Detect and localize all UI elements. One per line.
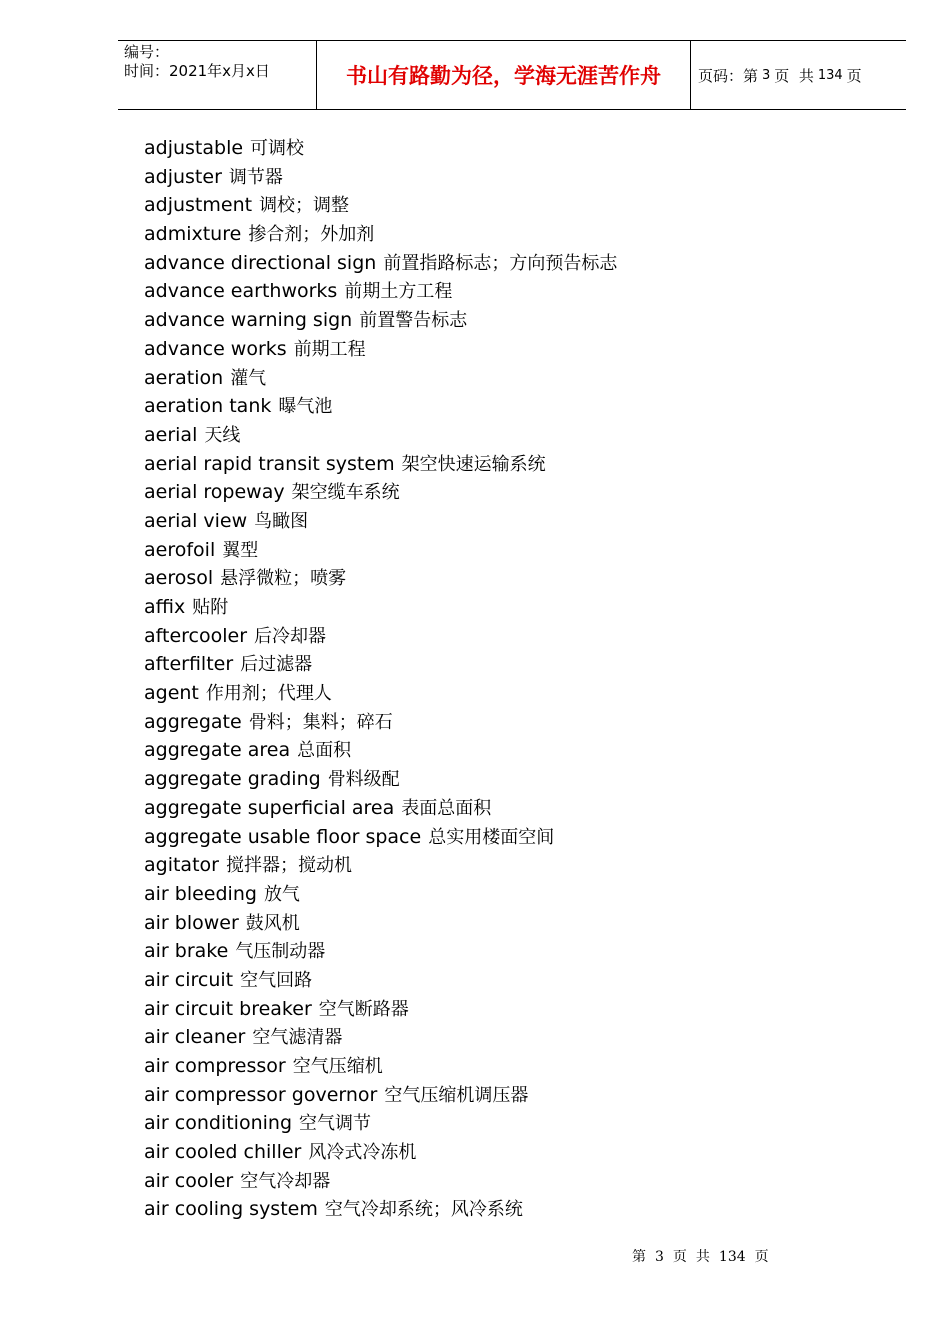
footer-word-gong: 共 bbox=[695, 1249, 710, 1265]
glossary-entry bbox=[144, 507, 904, 536]
page-footer bbox=[632, 1246, 778, 1266]
entry-translation: 曝气池 bbox=[278, 396, 333, 418]
entry-term: air compressor bbox=[144, 1055, 286, 1077]
entry-translation: 鸟瞰图 bbox=[254, 510, 309, 532]
glossary-list bbox=[144, 134, 904, 1224]
entry-term: air conditioning bbox=[144, 1112, 293, 1135]
glossary-entry bbox=[144, 1081, 904, 1110]
entry-term: air compressor governor bbox=[144, 1083, 378, 1106]
entry-translation: 空气压缩机调压器 bbox=[384, 1084, 529, 1106]
page-header bbox=[118, 40, 906, 110]
entry-translation: 空气调节 bbox=[299, 1113, 372, 1135]
entry-term: aerofoil bbox=[144, 538, 216, 561]
footer-page-total: 134 bbox=[718, 1249, 746, 1265]
glossary-entry bbox=[144, 851, 904, 880]
footer-page-number: 3 bbox=[655, 1249, 664, 1265]
entry-translation: 放气 bbox=[263, 883, 300, 905]
entry-translation: 可调校 bbox=[250, 138, 305, 159]
page-total: 134 bbox=[817, 67, 843, 83]
entry-translation: 调节器 bbox=[228, 166, 283, 188]
entry-translation: 空气压缩机 bbox=[292, 1056, 383, 1077]
glossary-entry bbox=[144, 450, 904, 479]
entry-term: afterfilter bbox=[144, 653, 234, 676]
header-meta-cell bbox=[118, 41, 317, 109]
glossary-entry bbox=[144, 163, 904, 192]
entry-term: aerosol bbox=[144, 567, 214, 590]
page-suffix: 页 bbox=[846, 66, 862, 85]
glossary-entry bbox=[144, 249, 904, 278]
entry-translation: 空气冷却系统；风冷系统 bbox=[324, 1199, 523, 1221]
header-motto-cell bbox=[317, 41, 691, 109]
glossary-entry bbox=[144, 478, 904, 507]
glossary-entry bbox=[144, 937, 904, 966]
glossary-entry bbox=[144, 335, 904, 364]
glossary-entry bbox=[144, 306, 904, 335]
entry-translation: 后过滤器 bbox=[240, 654, 313, 676]
entry-translation: 架空缆车系统 bbox=[291, 482, 400, 504]
glossary-entry bbox=[144, 823, 904, 852]
glossary-entry bbox=[144, 794, 904, 823]
entry-term: adjustment bbox=[144, 194, 253, 217]
entry-term: advance directional sign bbox=[144, 251, 377, 274]
entry-term: aerial bbox=[144, 423, 198, 446]
page-number: 3 bbox=[762, 67, 771, 83]
glossary-entry bbox=[144, 765, 904, 794]
glossary-entry bbox=[144, 736, 904, 765]
entry-translation: 前置指路标志；方向预告标志 bbox=[383, 252, 618, 274]
entry-translation: 调校；调整 bbox=[259, 195, 350, 217]
entry-translation: 空气滤清器 bbox=[252, 1027, 343, 1049]
entry-translation: 总实用楼面空间 bbox=[428, 826, 555, 848]
entry-translation: 总面积 bbox=[297, 740, 352, 762]
glossary-entry bbox=[144, 134, 904, 163]
entry-translation: 贴附 bbox=[192, 597, 229, 618]
entry-translation: 空气冷却器 bbox=[240, 1170, 331, 1192]
entry-translation: 鼓风机 bbox=[245, 912, 300, 934]
entry-term: air brake bbox=[144, 940, 229, 963]
entry-term: agitator bbox=[144, 854, 219, 877]
entry-term: aeration tank bbox=[144, 395, 272, 418]
glossary-entry bbox=[144, 421, 904, 450]
motto-text: 书山有路勤为径，学海无涯苦作舟 bbox=[346, 63, 661, 88]
glossary-entry bbox=[144, 564, 904, 593]
entry-term: air circuit breaker bbox=[144, 997, 312, 1020]
entry-term: aggregate area bbox=[144, 739, 291, 762]
glossary-entry bbox=[144, 277, 904, 306]
entry-term: agent bbox=[144, 682, 199, 705]
entry-translation: 作用剂；代理人 bbox=[205, 683, 332, 705]
entry-translation: 翼型 bbox=[222, 539, 259, 561]
entry-term: air cooling system bbox=[144, 1198, 318, 1221]
entry-term: aggregate superficial area bbox=[144, 796, 395, 819]
entry-translation: 掺合剂；外加剂 bbox=[248, 224, 375, 246]
header-page-cell bbox=[698, 41, 906, 109]
glossary-entry bbox=[144, 1195, 904, 1224]
entry-term: affix bbox=[144, 596, 186, 618]
entry-translation: 前置警告标志 bbox=[359, 310, 468, 332]
glossary-entry bbox=[144, 220, 904, 249]
entry-term: air cooler bbox=[144, 1169, 234, 1192]
entry-term: aerial ropeway bbox=[144, 481, 285, 504]
entry-translation: 搅拌器；搅动机 bbox=[225, 855, 352, 877]
entry-term: adjustable bbox=[144, 137, 244, 159]
entry-translation: 前期工程 bbox=[293, 338, 366, 360]
entry-translation: 骨料级配 bbox=[327, 769, 400, 791]
entry-term: advance earthworks bbox=[144, 280, 338, 303]
entry-translation: 空气断路器 bbox=[318, 998, 409, 1020]
entry-term: aerial view bbox=[144, 509, 248, 532]
entry-term: aeration bbox=[144, 366, 224, 389]
serial-label: 编号： bbox=[124, 43, 170, 61]
entry-term: air bleeding bbox=[144, 882, 257, 905]
page-prefix: 页码：第 bbox=[698, 66, 759, 85]
glossary-entry bbox=[144, 1023, 904, 1052]
glossary-entry bbox=[144, 1167, 904, 1196]
glossary-entry bbox=[144, 392, 904, 421]
entry-term: adjuster bbox=[144, 165, 222, 188]
time-label: 时间：2021年x月x日 bbox=[124, 62, 270, 80]
entry-term: admixture bbox=[144, 223, 242, 246]
glossary-entry bbox=[144, 909, 904, 938]
glossary-entry bbox=[144, 1052, 904, 1081]
footer-word-ye-end: 页 bbox=[754, 1249, 769, 1265]
glossary-entry bbox=[144, 593, 904, 622]
entry-term: aerial rapid transit system bbox=[144, 452, 395, 475]
entry-translation: 前期土方工程 bbox=[344, 281, 453, 303]
entry-term: air cooled chiller bbox=[144, 1141, 302, 1164]
footer-word-di: 第 bbox=[632, 1249, 646, 1265]
glossary-entry bbox=[144, 1109, 904, 1138]
entry-term: aftercooler bbox=[144, 624, 248, 647]
entry-term: air cleaner bbox=[144, 1026, 246, 1049]
entry-translation: 后冷却器 bbox=[254, 625, 327, 647]
entry-translation: 灌气 bbox=[230, 367, 267, 389]
glossary-entry bbox=[144, 966, 904, 995]
entry-term: aggregate usable floor space bbox=[144, 825, 422, 848]
footer-word-ye: 页 bbox=[672, 1249, 687, 1265]
entry-translation: 骨料；集料；碎石 bbox=[248, 711, 393, 733]
glossary-entry bbox=[144, 191, 904, 220]
glossary-entry bbox=[144, 1138, 904, 1167]
entry-translation: 天线 bbox=[204, 424, 241, 446]
entry-term: advance works bbox=[144, 337, 287, 360]
glossary-entry bbox=[144, 679, 904, 708]
entry-translation: 空气回路 bbox=[240, 969, 313, 991]
glossary-entry bbox=[144, 995, 904, 1024]
entry-term: air circuit bbox=[144, 968, 234, 991]
entry-translation: 架空快速运输系统 bbox=[401, 453, 546, 475]
entry-term: advance warning sign bbox=[144, 309, 353, 332]
page-mid: 页 共 bbox=[774, 66, 814, 85]
glossary-entry bbox=[144, 708, 904, 737]
entry-translation: 气压制动器 bbox=[235, 941, 326, 963]
entry-term: aggregate bbox=[144, 710, 242, 733]
glossary-entry bbox=[144, 364, 904, 393]
entry-translation: 悬浮微粒；喷雾 bbox=[220, 568, 347, 590]
glossary-entry bbox=[144, 536, 904, 565]
glossary-entry bbox=[144, 880, 904, 909]
entry-term: air blower bbox=[144, 911, 239, 934]
entry-translation: 风冷式冷冻机 bbox=[308, 1142, 417, 1164]
glossary-entry bbox=[144, 622, 904, 651]
entry-term: aggregate grading bbox=[144, 768, 321, 791]
entry-translation: 表面总面积 bbox=[401, 797, 492, 819]
glossary-entry bbox=[144, 650, 904, 679]
